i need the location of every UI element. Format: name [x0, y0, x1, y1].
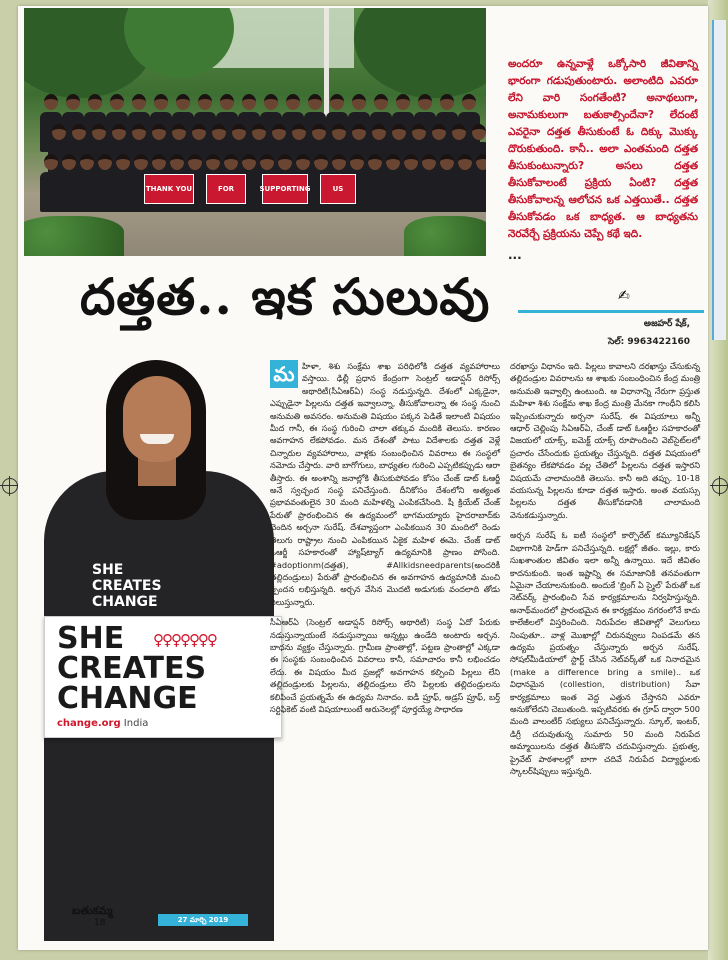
dropcap: మ — [270, 360, 298, 388]
author-phone: సెల్: 9963422160 — [607, 337, 690, 347]
byline-rule — [518, 310, 704, 313]
headline: దత్తత.. ఇక సులువు — [80, 267, 491, 326]
sign-us: US — [320, 174, 356, 204]
card-line1: SHE — [57, 621, 125, 656]
edge-tab — [712, 20, 726, 340]
tshirt-logo — [92, 562, 202, 610]
tee-line1: SHE — [92, 562, 124, 578]
intro-ellipsis: ... — [508, 248, 522, 262]
sign-thank-you: THANK YOU — [144, 174, 194, 204]
sign-for: FOR — [206, 174, 246, 204]
col1-para-1: హిళా, శిశు సంక్షేమ శాఖ పరిధిలోకి దత్తత వ్యవహారాలు వస్తాయి. ఢిల్లీ ప్రధాన కేంద్రంగా సెంట్రల్ అడాప్షన్ రిసోర్స్ అథారిటీ(సీఏఆర్ఏ) సంస్థ నడుస్తున్నది. దేశంలో ఎక్కడైనా, ఎప్పుడైనా పిల్లలను దత్తత ఇవ్వాలన్నా, తీసుకోవాలన్నా ఈ సంస్థ నుంచి అనుమతి అవసరం. అనుమతి విషయం పక్కన పెడితే ఇలాంటి విషయం మీద గానీ, ఈ సంస్థ గురించి చాలా తక్కువ మందికి తెలుసు. కారణం అవగాహన లేకపోవడం. మన దేశంతో పాటు విదేశాలకు దత్తత వెళ్లే చిన్నారుల వ్యవహారాలు, వాళ్లకు సంబంధించిన వివరాలు ఈ సంస్థలో నమోదు చేస్తారు. వారి బాగోగులు, బాధ్యతల గురించి ఎప్పటికప్పుడు ఆరా తీస్తారు. ఈ అంశాన్ని జనాల్లోకి తీసుకుపోవడం కోసం చేంజ్ డాట్ ఓఆర్జీ అనే స్వచ్ఛంద సంస్థ పనిచేస్తుంది. దీనికోసం దేశంలోని అత్యంత ప్రభావవంతులైన 30 మంది మహిళల్ని ఎంపికచేసింది. షీ క్రియేట్ చేంజ్ పేరుతో ప్రారంభించిన ఈ ఉద్యమంలో భాగమయ్యారు హైదరాబాద్‌కు చెందిన అర్చనా సురేష్. దేశవ్యాప్తంగా ఎంపికయిన 30 మందిలో రెండు తెలుగు రాష్ట్రాల నుంచి ఎంపికయిన ఏకైక మహిళ ఈమె. చేంజ్ డాట్ ఓఆర్జీ సహకారంతో హ్యాష్‌ట్యాగ్ ఉద్యమానికి ప్రాణం పోసింది. #adoptionm(దత్తత), #Allkidsneedparents(అందరికీ తల్లిదండ్రులు) పేరుతో ప్రారంభించిన ఈ అవగాహన ఉద్యమానికి మంచి స్పందన లభిస్తున్నది. అర్చన వేసిన మొదటి అడుగుకు వందలాది తోడు నిలుస్తున్నారు. — [270, 361, 500, 607]
author-name: అజహర్ షేక్, — [643, 319, 690, 329]
byline — [518, 288, 704, 349]
issue-date: 27 మార్చి 2019 — [158, 914, 248, 926]
article-column-2 — [510, 360, 700, 785]
woman-photo — [18, 346, 283, 936]
magazine-name: బతుకమ్మ — [72, 904, 113, 917]
card-url: change.org India — [57, 718, 149, 729]
she-creates-change-card — [44, 616, 282, 738]
registration-mark-right — [712, 478, 728, 494]
col2-para-2: అర్చన సురేష్ ఓ ఐటీ సంస్థలో కార్పొరేట్ కమ్యూనికేషన్ విభాగానికి హెడ్‌గా పనిచేస్తున్నది. లక్షల్లో జీతం. ఇల్లు, కారు సుఖశాంతుల జీవితం ఇలా అన్నీ ఉన్నాయి. ఇదే జీవితం కాదనుకుంది. ఇంత ఇష్టాన్ని ఈ సమాజానికి తనవంతుగా ఏమైనా చేయాలనుకుంది. అందుకే 'బ్రింగ్ ఏ స్మైల్' పేరుతో ఒక నెట్‌వర్క్‌ ప్రారంభించి సేవ కార్యక్రమాలను నిర్వహిస్తున్నది. అనాథ్‌మందలో ప్రారంభమైన ఈ కార్యక్రమం నగరంలోనే కాదు కాలేజీలలో విస్తరించింది. నిరుపేదల జీవితాల్లో వెలుగులు నింపుతూ.. వాళ్ల మొఖాల్లో చిరునవ్వులు నింపడమే తన ఉద్యమ ప్రయత్నం చేస్తున్నారు అర్చన సురేష్. సోషల్‌మీడియాలో స్టార్ట్ చేసిన నెట్‌వర్క్‌తో ఒక నినాదమైన (make a difference bring a smile).. ఒక విధానమైన (collestion, distribution) సేవా కార్యక్రమాలు ఇంత వెద్ద ఎత్తున చేస్తానని ఎవరూ అనుకోలేదని చెబుతుంది. ఇప్పటివరకు ఈ గ్రూప్ ద్వారా 500 మంది వాలంటీర్ సభ్యులు పనిచేస్తున్నారు. స్కూల్, ఇంటర్, డిగ్రీ చదువుతున్న సుమారు 50 మంది నిరుపేద అమ్మాయిలను దత్తత తీసుకొని చదువిస్తున్నారు. ప్రభుత్వ, ప్రైవేట్ పాఠశాలల్లో బాగా చదివే నిరుపేద విద్యార్థులకు స్కాలర్‌షిప్పులు ఇస్తున్నది. — [510, 530, 700, 776]
col1-para-2: సీఏఆర్ఏ (సెంట్రల్ అడాప్షన్ రిసోర్స్ అథారిటీ) సంస్థ ఏదో పేరుకు నడుస్తున్నాయంటే నడుస్తున్నాయి అన్నట్లు ఉండేది అంటారు అర్చన. బాధను వ్యక్తం చేస్తున్నారు. గ్రామీణ ప్రాంతాల్లో, పట్టణ ప్రాంతాల్లో ఎక్కడా ఈ సంస్థకు సంబంధించిన వివరాలు కానీ, సమాచారం కానీ లభించడం లేదు. ఈ విషయం మీద ప్రజల్లో అవగాహన కల్పించి పిల్లలు లేని తల్లిదండ్రులకు పిల్లలను, తల్లిదండ్రులు లేని పిల్లలకు తల్లిదండ్రులను కలిపించే ప్రయత్నమే ఈ ఉద్యమ నినాదం. ఐడీ ప్రూఫ్, అడ్రస్ ప్రూఫ్, బర్త్ సర్టిఫికెట్ వంటి విషయాలుంటే అరునెలల్లో పూర్తయ్యే సాధారణ — [270, 617, 500, 714]
registration-mark-left — [2, 478, 18, 494]
tee-line3: CHANGE — [92, 594, 158, 610]
women-figures-icon: ♀♀♀♀♀♀♀ — [153, 631, 216, 649]
card-line3: CHANGE — [57, 681, 198, 716]
article-column-1 — [270, 360, 500, 723]
crowd-person — [472, 154, 486, 214]
col2-para-1: దరఖాస్తు విధానం ఇది. పిల్లలు కావాలని దరఖాస్తు చేసుకున్న తల్లిదండ్రుల వివరాలను ఆ శాఖకు సంబంధించిన కేంద్ర మంత్రి అనుమతి ఇవ్వాల్సి ఉంటుంది. ఆ విధానాన్ని నేరుగా ప్రస్తుత మహిళా శిశు సంక్షేమ శాఖ కేంద్ర మంత్రి మేనకా గాంధీని కలిసి ఇప్పించుకున్నారు అర్చనా సురేష్. ఈ విషయాలు అన్నీ ఆధార్ చెల్లింపు సిఏఆర్ఏ, చేంజ్ డాట్ ఓఆర్జీల సహకారంతో విజయలో యాక్స్, ఐమెక్ట్ యాక్స్ రూపొందించి వెబ్‌సైట్‌లలో ప్రచారం చేసేందుకు ప్రయత్నం చేస్తున్నది. దత్తత విషయంలో బైతన్యం లేకపోవడం వల్ల చేతిలో పిల్లలను దత్తత ఇస్తారని విషయమే చాలామందికి తెలుసు. కానీ అది తప్పు. 10-18 వయసున్న పిల్లలను కూడా దత్తత ఇస్తారు. అంత వయస్సు పిల్లలను దత్తత తీసుకోవడానికి చాలామంది వెనుకడుస్తున్నారు. — [510, 361, 700, 520]
intro-text: అందరూ ఉన్నవాళ్లే ఒక్కోసారి జీవితాన్ని భారంగా గడుపుతుంటారు. అలాంటిది ఎవరూ లేని వారి సంగతేంటి? అనాథలుగా, అనామకులుగా బతుకాల్సిందేనా? లేదంటే ఎవరైనా దత్తత తీసుకుంటే ఓ దిక్కు మొక్కు దొరుకుతుంది. కానీ.. అలా ఎంతమంది దత్తత తీసుకుంటున్నారు? అసలు దత్తత తీసుకోవాలంటే ప్రక్రియ ఏంటి? దత్తత తీసుకోవాలన్న ఆలోచన ఒక ఎత్తయితే.. దత్తత తీసుకోవడం ఒక బాధ్యత. ఆ బాధ్యతను నెరవేర్చే ప్రక్రియను చెప్పే కథే ఇది. — [508, 58, 698, 240]
group-photo — [24, 8, 486, 256]
page-number: 18 — [94, 918, 106, 928]
pen-icon: ✍ — [618, 288, 630, 304]
face — [123, 376, 191, 462]
crowd — [34, 94, 484, 234]
intro-blurb — [508, 56, 698, 264]
sign-supporting: SUPPORTING — [262, 174, 308, 204]
magazine-page — [18, 6, 708, 950]
card-line2: CREATES — [57, 651, 207, 686]
tee-line2: CREATES — [92, 578, 162, 594]
